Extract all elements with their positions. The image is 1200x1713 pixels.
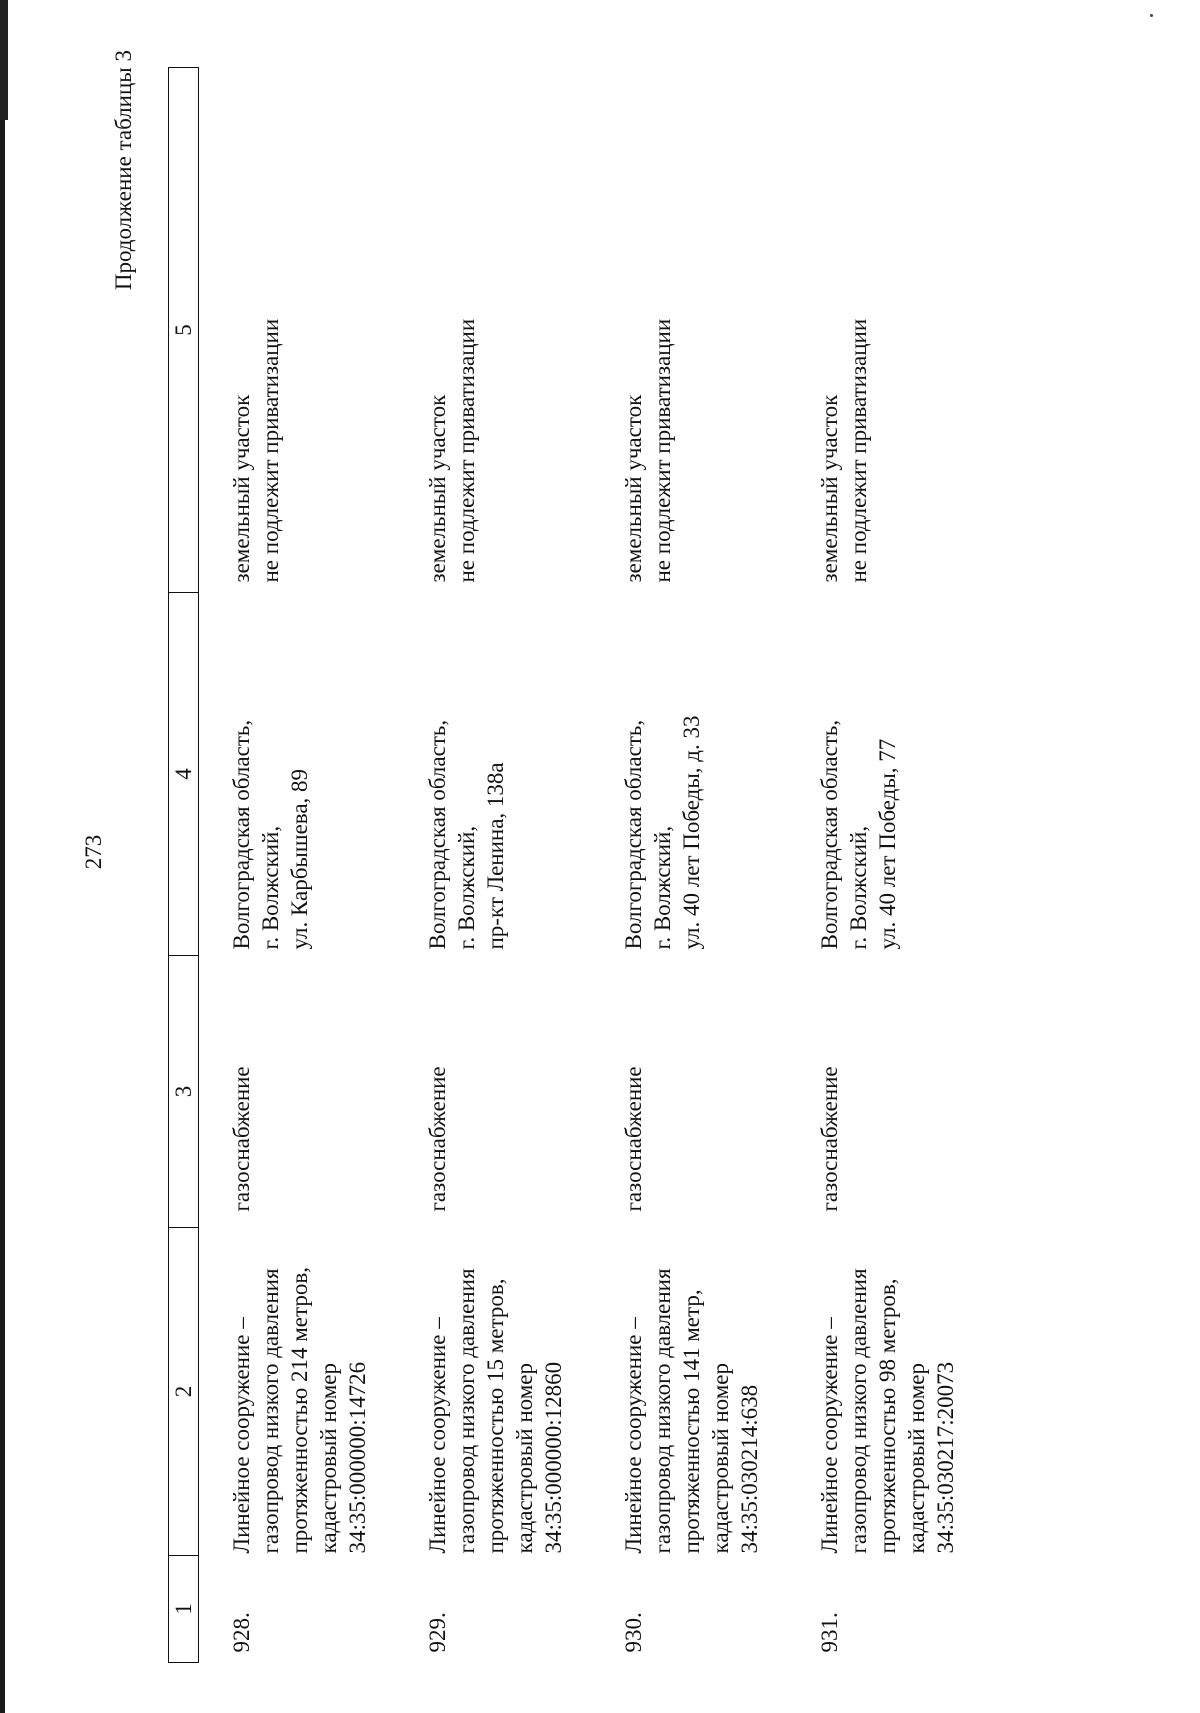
object-note: земельный участок не подлежит приватизации bbox=[425, 318, 479, 583]
object-description: Линейное сооружение – газопровод низкого давления протяженностью 214 метров, кадастровый номер 34:35:000000:14726 bbox=[229, 1267, 370, 1554]
row-number: 928. bbox=[229, 1612, 254, 1653]
object-description: Линейное сооружение – газопровод низкого давления протяженностью 15 метров, кадастровый номер 34:35:000000:12860 bbox=[425, 1268, 566, 1554]
property-table bbox=[168, 67, 983, 1663]
row-number: 931. bbox=[817, 1612, 842, 1653]
column-header-1: 1 bbox=[169, 1556, 199, 1663]
row-number: 929. bbox=[425, 1612, 450, 1653]
column-header-2: 2 bbox=[169, 1228, 199, 1556]
object-description: Линейное сооружение – газопровод низкого давления протяженностью 141 метр, кадастровый номер 34:35:030214:638 bbox=[621, 1268, 762, 1554]
object-purpose: газоснабжение bbox=[621, 1066, 646, 1212]
column-header-3: 3 bbox=[169, 956, 199, 1228]
object-address: Волгоградская область, г. Волжский, пр-кт Ленина, 138а bbox=[425, 719, 508, 950]
object-note: земельный участок не подлежит приватизации bbox=[621, 318, 675, 583]
column-header-4: 4 bbox=[169, 593, 199, 956]
table-row bbox=[787, 68, 983, 1663]
object-purpose: газоснабжение bbox=[425, 1066, 450, 1212]
object-purpose: газоснабжение bbox=[229, 1066, 254, 1212]
column-number-row bbox=[169, 68, 199, 1663]
table-continuation-label: Продолжение таблицы 3 bbox=[111, 50, 136, 291]
column-header-5: 5 bbox=[169, 68, 199, 593]
object-description: Линейное сооружение – газопровод низкого давления протяженностью 98 метров, кадастровый номер 34:35:030217:20073 bbox=[817, 1268, 958, 1554]
object-note: земельный участок не подлежит приватизации bbox=[229, 318, 283, 583]
object-purpose: газоснабжение bbox=[817, 1066, 842, 1212]
object-address: Волгоградская область, г. Волжский, ул. Карбышева, 89 bbox=[229, 719, 312, 950]
table-row bbox=[395, 68, 591, 1663]
page-number: 273 bbox=[81, 834, 106, 870]
object-address: Волгоградская область, г. Волжский, ул. 40 лет Победы, 77 bbox=[817, 719, 900, 950]
object-note: земельный участок не подлежит приватизации bbox=[817, 318, 871, 583]
table-row bbox=[591, 68, 787, 1663]
table-row bbox=[199, 68, 396, 1663]
object-address: Волгоградская область, г. Волжский, ул. 40 лет Победы, д. 33 bbox=[621, 715, 704, 950]
row-number: 930. bbox=[621, 1612, 646, 1653]
